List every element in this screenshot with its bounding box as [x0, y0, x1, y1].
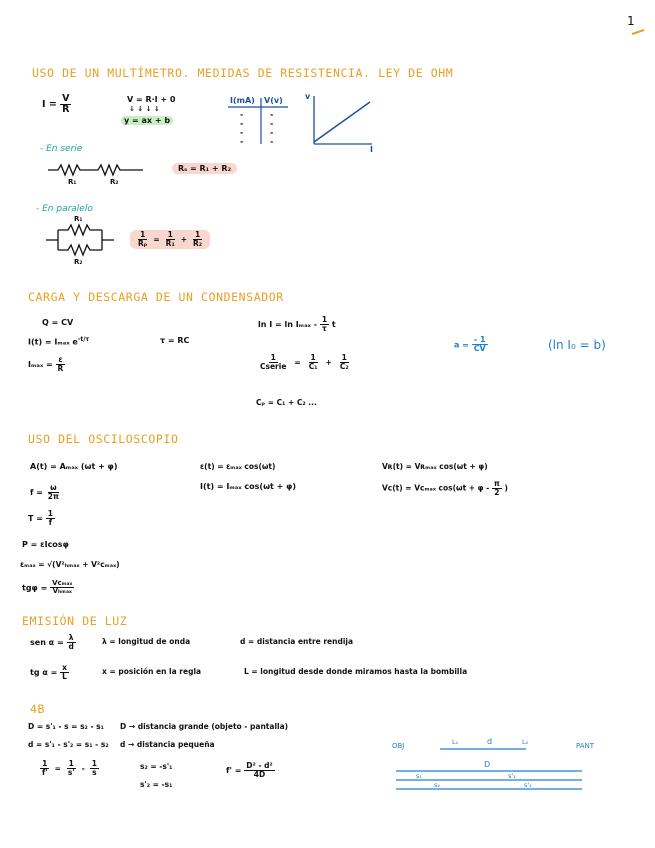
lens-d-def: d → distancia pequeña — [120, 740, 215, 749]
ohm-arrows: ↓ ↓ ↓ ↓ — [129, 105, 160, 113]
section-title-emision: EMISIÓN DE LUZ — [22, 614, 128, 628]
cap-ln-eq: ln I = ln Iₘₐₓ - $\frac{1}{\tau}$ t — [258, 315, 336, 333]
cap-tau: τ = RC — [160, 336, 190, 345]
optical-bench-diagram — [396, 736, 596, 796]
ohm-linear — [121, 116, 173, 125]
diag-s2p: s'₂ — [524, 781, 532, 789]
osc-tg: tgφ = $\frac{\text{Vcₘₐₓ}}{\text{Vₕₘₐₓ}}$ — [22, 579, 73, 596]
lens-D: D = s'₁ - s = s₂ - s₁ — [28, 722, 104, 731]
lens-s2p: s'₂ = -s₁ — [140, 780, 173, 789]
serie-r2: R₂ — [110, 178, 119, 186]
diag-l2: L₂ — [522, 738, 529, 746]
serie-r1: R₁ — [68, 178, 77, 186]
ohm-i-den: R — [62, 103, 70, 115]
osc-emax: εₘₐₓ = √(V²ₕₘₐₓ + V²cₘₐₓ) — [20, 560, 120, 569]
osc-f: f = $\frac{\omega}{2\pi}$ — [30, 483, 59, 501]
section-title-4b: 4B — [30, 702, 46, 716]
ohm-i-num: V — [62, 93, 70, 104]
cap-q: Q = CV — [42, 318, 74, 327]
table-dashes-right: - - - - — [270, 110, 274, 146]
table-head-i: I(mA) — [230, 96, 255, 105]
lens-d: d = s'₁ - s'₂ = s₁ - s₂ — [28, 740, 109, 749]
graph-x-label: I — [370, 145, 373, 154]
light-tg: tg α = $\frac{x}{L}$ — [30, 663, 67, 681]
table-lines — [228, 96, 290, 148]
light-x-def: x = posición en la regla — [102, 667, 202, 676]
ohm-graph — [308, 94, 380, 150]
diag-D: D — [484, 760, 491, 769]
lens-fp: f' = $\frac{\text{D² - d²}}{4D}$ — [226, 761, 273, 779]
cap-slope: a = $\frac{- 1}{CV}$ — [454, 335, 486, 354]
cap-imax: Iₘₐₓ = $\frac{\varepsilon}{R}$ — [28, 355, 64, 373]
serie-equation — [172, 164, 237, 173]
ohm-linear-highlight: y = ax + b — [121, 116, 173, 125]
osc-et: ε(t) = εₘₐₓ cos(ωt) — [200, 462, 276, 471]
osc-at: A(t) = Aₘₐₓ (ωt + φ) — [30, 462, 118, 471]
parallel-eq-highlight: $\frac{1}{\text{Rₚ}}$ = $\frac{1}{\text{R₁}}$ + $\frac{1}{\text{R₂}}$ — [130, 230, 210, 249]
light-l-def: L = longitud desde donde miramos hasta la bombilla — [244, 667, 468, 676]
table-head-v: V(v) — [264, 96, 283, 105]
diag-d: d — [487, 737, 493, 746]
diag-s2: s₂ — [434, 781, 440, 789]
resistors-series-diagram — [48, 162, 148, 180]
parallel-equation — [130, 230, 210, 249]
ohm-v-eq: V = R·I + 0 — [127, 95, 176, 104]
lens-s2: s₂ = -s'₁ — [140, 762, 173, 771]
diag-obj: OBJ — [392, 742, 405, 750]
lens-formula: $\frac{1}{f'}$ = $\frac{1}{s'}$ - $\frac{1}{s}$ — [42, 759, 97, 777]
osc-t: T = $\frac{1}{f}$ — [28, 509, 53, 527]
serie-eq-text: Rₛ = R₁ + R₂ — [172, 163, 237, 174]
osc-vct: Vc(t) = Vcₘₐₓ cos(ωt + φ - $\frac{\pi}{2}$ ) — [382, 479, 508, 497]
cap-parallel: Cₚ = C₁ + C₂ ... — [256, 398, 317, 407]
osc-p: P = εIcosφ — [22, 540, 69, 549]
diag-s1p: s'₁ — [508, 772, 516, 780]
resistors-parallel-diagram — [46, 222, 118, 258]
corner-mark-icon — [630, 28, 646, 36]
table-dashes-left: - - - - — [240, 110, 244, 146]
diag-pant: PANT — [576, 742, 595, 750]
section-title-condensador: CARGA Y DESCARGA DE UN CONDENSADOR — [28, 290, 284, 304]
measurement-table — [228, 96, 290, 148]
paralelo-label: - En paralelo — [36, 204, 93, 214]
section-title-multimetro: USO DE UN MULTÍMETRO. MEDIDAS DE RESISTENCIA. LEY DE OHM — [32, 66, 454, 80]
diag-s1: s₁ — [416, 772, 422, 780]
light-sen: sen α = $\frac{\lambda}{d}$ — [30, 633, 74, 651]
serie-label: - En serie — [40, 144, 83, 154]
cap-it: I(t) = Iₘₐₓ $e^{-t/\tau}$ — [28, 336, 90, 347]
par-r1: R₁ — [74, 215, 83, 223]
page-number: 1 — [627, 14, 635, 28]
osc-it: I(t) = Iₘₐₓ cos(ωt + φ) — [200, 482, 297, 491]
light-d-def: d = distancia entre rendija — [240, 637, 354, 646]
diag-l1: L₁ — [452, 738, 459, 746]
osc-vrt: Vʀ(t) = Vʀₘₐₓ cos(ωt + φ) — [382, 462, 488, 471]
graph-y-label: v — [305, 92, 311, 101]
cap-intercept: (ln I₀ = b) — [548, 338, 606, 352]
section-title-osciloscopio: USO DEL OSCILOSCOPIO — [28, 432, 179, 446]
ohm-i-lhs: I = — [42, 98, 57, 110]
ohm-law — [42, 94, 71, 115]
par-r2: R₂ — [74, 258, 83, 266]
lens-D-def: D → distancia grande (objeto - pantalla) — [120, 722, 289, 731]
cap-series-eq: $\frac{1}{\text{Cserie}}$ = $\frac{1}{\text{C₁}}$ + $\frac{1}{\text{C₂}}$ — [260, 353, 349, 371]
light-lambda-def: λ = longitud de onda — [102, 637, 191, 646]
